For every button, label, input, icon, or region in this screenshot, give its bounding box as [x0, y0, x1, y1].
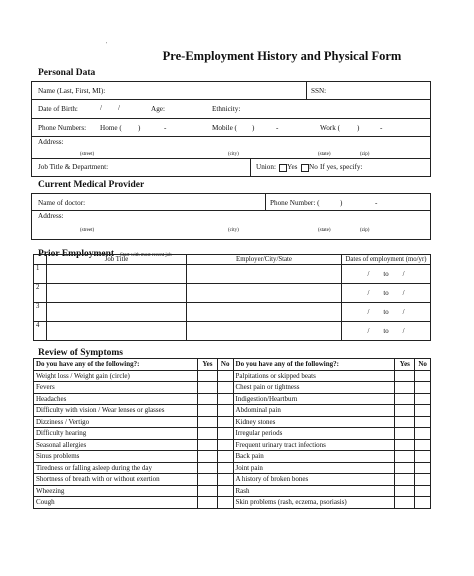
symptom-left-no-cell[interactable] [217, 462, 233, 474]
emp-job-cell[interactable] [47, 303, 187, 322]
job-title-label: Job Title & Department: [38, 163, 109, 171]
mobile-dash: - [276, 124, 279, 132]
emp-num-header [34, 255, 47, 265]
symptom-left-label: Wheezing [34, 485, 198, 497]
symptom-left-no-cell[interactable] [217, 428, 233, 440]
address-field[interactable] [72, 138, 425, 147]
symptom-right-no-cell[interactable] [415, 382, 431, 394]
table-row [34, 322, 431, 341]
table-row [34, 474, 431, 486]
doctor-field[interactable] [95, 199, 260, 208]
table-row [34, 497, 431, 509]
symptom-left-yes-cell[interactable] [198, 405, 218, 417]
name-field[interactable] [150, 87, 300, 96]
symptom-left-label: Fevers [34, 382, 198, 394]
ethnicity-field[interactable] [250, 105, 425, 114]
emp-row-number: 4 [34, 322, 47, 341]
table-row [34, 382, 431, 394]
provider-state-caption: (state) [318, 228, 331, 233]
symptom-left-no-cell[interactable] [217, 382, 233, 394]
symptom-right-label: Back pain [233, 451, 395, 463]
table-row [34, 284, 431, 303]
symptom-right-label: Abdominal pain [233, 405, 395, 417]
dob-slash-2: / [118, 104, 120, 112]
symptom-right-yes-cell[interactable] [395, 382, 415, 394]
symptom-right-no-cell[interactable] [415, 405, 431, 417]
personal-data-heading: Personal Data [38, 68, 96, 78]
table-row [34, 405, 431, 417]
symptom-right-label: Indigestion/Heartburn [233, 393, 395, 405]
table-row [34, 370, 431, 382]
work-phone-label: Work ( [320, 124, 340, 132]
table-row [34, 303, 431, 322]
zip-caption: (zip) [360, 152, 370, 157]
age-label: Age: [151, 105, 165, 113]
emp-row-number: 2 [34, 284, 47, 303]
emp-to-label: to [383, 308, 389, 316]
mobile-paren: ) [252, 124, 255, 132]
phone-label: Phone Numbers: [38, 124, 87, 132]
emp-dates-cell[interactable]: / to / [342, 265, 431, 284]
symptom-right-no-cell[interactable] [415, 451, 431, 463]
address-label: Address: [38, 138, 64, 146]
symptom-left-yes-cell[interactable] [198, 393, 218, 405]
medical-provider-heading: Current Medical Provider [38, 180, 145, 190]
symptom-right-label: Chest pain or tightness [233, 382, 395, 394]
symptom-right-yes-cell[interactable] [395, 405, 415, 417]
home-paren: ) [138, 124, 141, 132]
symptom-left-yes-cell[interactable] [198, 451, 218, 463]
emp-dates-cell[interactable]: / to / [342, 322, 431, 341]
symptom-right-yes-cell[interactable] [395, 474, 415, 486]
symptom-right-yes-cell[interactable] [395, 428, 415, 440]
symptom-right-no-cell[interactable] [415, 497, 431, 509]
emp-to-label: to [383, 327, 389, 335]
union-yes-checkbox[interactable] [279, 164, 287, 172]
ethnicity-label: Ethnicity: [212, 105, 241, 113]
table-row [34, 451, 431, 463]
symptom-left-no-cell[interactable] [217, 451, 233, 463]
emp-row-number: 3 [34, 303, 47, 322]
symptoms-heading: Review of Symptoms [38, 348, 123, 358]
doctor-label: Name of doctor: [38, 199, 86, 207]
emp-employer-cell[interactable] [187, 303, 342, 322]
symptom-left-no-cell[interactable] [217, 497, 233, 509]
emp-employer-cell[interactable] [187, 322, 342, 341]
union-no-label: No [309, 163, 318, 171]
symptom-left-label: Tiredness or falling asleep during the day [34, 462, 198, 474]
symptoms-right-no-header: No [415, 359, 431, 371]
emp-employer-cell[interactable] [187, 265, 342, 284]
symptom-right-yes-cell[interactable] [395, 462, 415, 474]
symptoms-left-yes-header: Yes [198, 359, 218, 371]
union-specify-label: If yes, specify: [320, 163, 363, 171]
symptom-right-label: A history of broken bones [233, 474, 395, 486]
symptom-right-yes-cell[interactable] [395, 393, 415, 405]
provider-city-caption: (city) [228, 228, 239, 233]
mobile-phone-label: Mobile ( [212, 124, 237, 132]
page-mark: ' [106, 42, 108, 48]
symptom-left-yes-cell[interactable] [198, 497, 218, 509]
table-row [34, 428, 431, 440]
symptom-right-yes-cell[interactable] [395, 370, 415, 382]
provider-address-label: Address: [38, 212, 64, 220]
emp-dates-header: Dates of employment (mo/yr) [342, 255, 431, 265]
provider-phone-label: Phone Number: ( [270, 199, 320, 207]
table-row [34, 393, 431, 405]
work-dash: - [380, 124, 383, 132]
symptom-left-no-cell[interactable] [217, 439, 233, 451]
symptom-right-no-cell[interactable] [415, 474, 431, 486]
symptom-right-no-cell[interactable] [415, 393, 431, 405]
symptom-left-yes-cell[interactable] [198, 428, 218, 440]
provider-street-caption: (street) [80, 228, 95, 233]
table-row [34, 439, 431, 451]
symptom-right-no-cell[interactable] [415, 428, 431, 440]
symptom-right-label: Kidney stones [233, 416, 395, 428]
ssn-field[interactable] [330, 87, 425, 96]
symptom-right-label: Joint pain [233, 462, 395, 474]
table-row [34, 416, 431, 428]
union-no-checkbox[interactable] [301, 164, 309, 172]
work-paren: ) [357, 124, 360, 132]
state-caption: (state) [318, 152, 331, 157]
symptom-right-yes-cell[interactable] [395, 439, 415, 451]
symptom-left-yes-cell[interactable] [198, 382, 218, 394]
form-title: Pre-Employment History and Physical Form [162, 49, 402, 63]
emp-job-cell[interactable] [47, 284, 187, 303]
symptom-left-yes-cell[interactable] [198, 416, 218, 428]
emp-dates-cell[interactable]: / to / [342, 303, 431, 322]
emp-job-header: Job Title [47, 255, 187, 265]
symptoms-right-header: Do you have any of the following?: [233, 359, 395, 371]
symptom-right-label: Skin problems (rash, eczema, psoriasis) [233, 497, 395, 509]
union-yes-label: Yes [287, 163, 298, 171]
symptom-left-yes-cell[interactable] [198, 485, 218, 497]
symptom-left-yes-cell[interactable] [198, 474, 218, 486]
employment-heading: Prior Employment [38, 249, 115, 259]
emp-to-label: to [383, 289, 389, 297]
name-label: Name (Last, First, MI): [38, 87, 106, 95]
ssn-label: SSN: [311, 87, 327, 95]
symptom-left-label: Cough [34, 497, 198, 509]
symptom-right-label: Rash [233, 485, 395, 497]
table-row [34, 485, 431, 497]
provider-phone-dash: - [375, 199, 378, 207]
city-caption: (city) [228, 152, 239, 157]
symptom-left-no-cell[interactable] [217, 485, 233, 497]
symptom-right-yes-cell[interactable] [395, 485, 415, 497]
home-phone-label: Home ( [100, 124, 122, 132]
provider-phone-paren: ) [340, 199, 343, 207]
symptom-left-label: Sinus problems [34, 451, 198, 463]
employment-subheading: Start with most recent job [120, 253, 172, 258]
symptoms-left-header: Do you have any of the following?: [34, 359, 198, 371]
symptom-left-no-cell[interactable] [217, 370, 233, 382]
symptom-right-yes-cell[interactable] [395, 416, 415, 428]
union-label: Union: [256, 163, 276, 171]
symptom-left-no-cell[interactable] [217, 393, 233, 405]
symptom-right-yes-cell[interactable] [395, 497, 415, 509]
emp-employer-cell[interactable] [187, 284, 342, 303]
symptom-left-label: Headaches [34, 393, 198, 405]
emp-to-label: to [383, 270, 389, 278]
dob-label: Date of Birth: [38, 105, 78, 113]
symptom-right-no-cell[interactable] [415, 370, 431, 382]
symptom-left-label: Weight loss / Weight gain (circle) [34, 370, 198, 382]
table-row [34, 462, 431, 474]
symptom-left-label: Seasonal allergies [34, 439, 198, 451]
symptom-right-no-cell[interactable] [415, 462, 431, 474]
emp-employer-header: Employer/City/State [187, 255, 342, 265]
dob-slash-1: / [100, 104, 102, 112]
symptom-right-yes-cell[interactable] [395, 451, 415, 463]
symptom-left-no-cell[interactable] [217, 474, 233, 486]
emp-dates-cell[interactable]: / to / [342, 284, 431, 303]
provider-zip-caption: (zip) [360, 228, 370, 233]
table-row [34, 265, 431, 284]
symptom-left-label: Dizziness / Vertigo [34, 416, 198, 428]
symptom-left-yes-cell[interactable] [198, 462, 218, 474]
symptom-left-no-cell[interactable] [217, 416, 233, 428]
symptom-right-no-cell[interactable] [415, 485, 431, 497]
home-dash: - [164, 124, 167, 132]
symptom-left-no-cell[interactable] [217, 405, 233, 417]
symptom-left-yes-cell[interactable] [198, 439, 218, 451]
emp-job-cell[interactable] [47, 322, 187, 341]
symptoms-right-yes-header: Yes [395, 359, 415, 371]
symptom-left-label: Difficulty with vision / Wear lenses or glasses [34, 405, 198, 417]
symptoms-left-no-header: No [217, 359, 233, 371]
symptom-right-no-cell[interactable] [415, 439, 431, 451]
street-caption: (street) [80, 152, 95, 157]
symptoms-table [33, 358, 431, 509]
provider-address-field[interactable] [72, 212, 425, 221]
symptom-left-yes-cell[interactable] [198, 370, 218, 382]
emp-row-number: 1 [34, 265, 47, 284]
emp-job-cell[interactable] [47, 265, 187, 284]
employment-table [33, 254, 431, 341]
symptom-right-no-cell[interactable] [415, 416, 431, 428]
symptom-left-label: Difficulty hearing [34, 428, 198, 440]
symptom-right-label: Irregular periods [233, 428, 395, 440]
symptom-right-label: Frequent urinary tract infections [233, 439, 395, 451]
symptom-left-label: Shortness of breath with or without exertion [34, 474, 198, 486]
symptom-right-label: Palpitations or skipped beats [233, 370, 395, 382]
